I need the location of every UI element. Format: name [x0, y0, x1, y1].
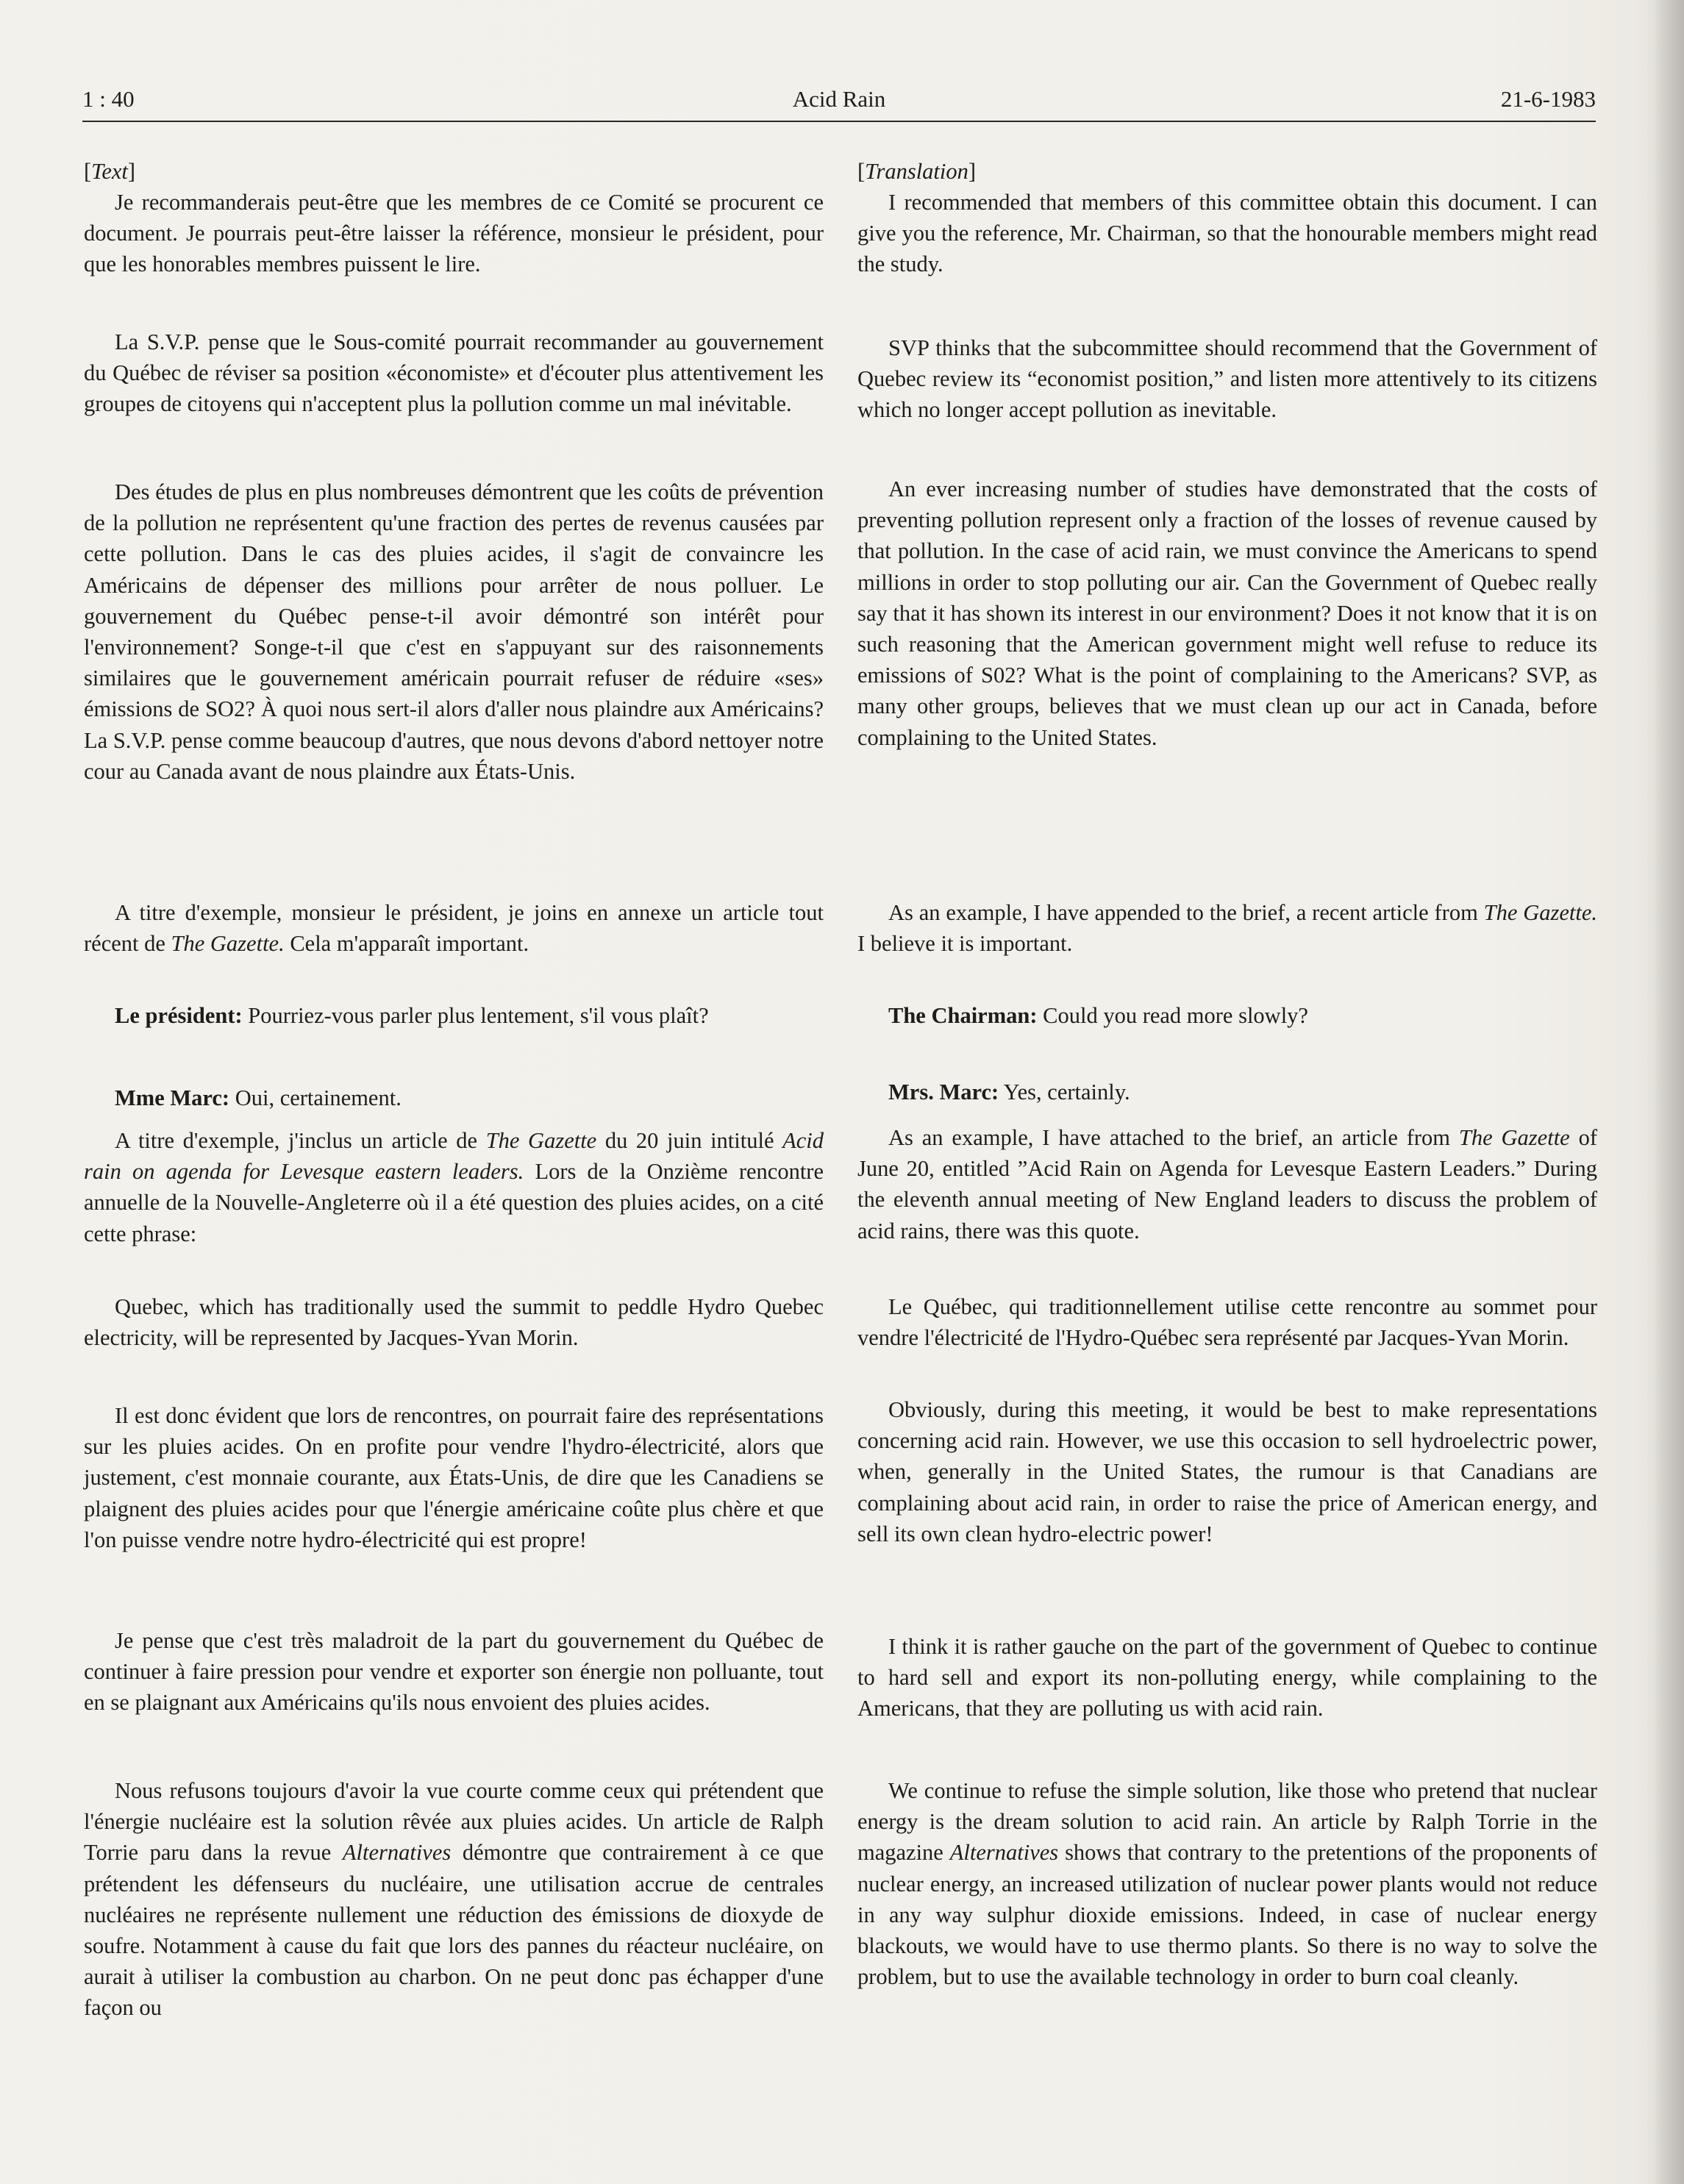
quote-text: Le Québec, qui traditionnellement utilise cette rencontre au sommet pour vendre l'électricité de l'Hydro-Québec sera représenté par Jacques-Yvan Morin.	[857, 1294, 1597, 1351]
quote-block	[857, 1291, 1597, 1353]
text-tag: Text	[91, 159, 128, 184]
italic-title: Acid rain on agenda for Levesque eastern leaders.	[84, 1128, 824, 1185]
paragraph-torrie	[84, 1775, 824, 2024]
paragraph-text: I recommended that members of this committee obtain this document. I can give you the reference, Mr. Chairman, so that the honourable members might read the study.	[857, 190, 1597, 277]
text-run: du 20 juin intitulé	[596, 1128, 783, 1153]
text-run: A titre d'exemple, j'inclus un article de	[115, 1128, 486, 1153]
text-tag-block: [Text]	[84, 159, 136, 184]
chairman-line	[857, 1000, 1597, 1031]
quote-text: Quebec, which has traditionally used the summit to peddle Hydro Quebec electricity, will be represented by Jacques-Yvan Morin.	[84, 1294, 824, 1351]
marc-line	[857, 1077, 1597, 1107]
chairman-line	[84, 1000, 824, 1031]
paragraph-4	[857, 1394, 1597, 1549]
paragraph-5	[857, 1631, 1597, 1724]
speaker-text: Oui, certainement.	[229, 1085, 402, 1110]
paragraph-example	[857, 1122, 1597, 1246]
header-date: 21-6-1983	[1500, 86, 1596, 112]
paragraph-1	[857, 187, 1597, 280]
header-rule	[82, 121, 1596, 122]
paragraph-2	[84, 326, 824, 420]
paragraph-text: La S.V.P. pense que le Sous-comité pourrait recommander au gouvernement du Québec de réviser sa position «économiste» et d'écouter plus attentivement les groupes de citoyens qui n'acceptent plus la pollution comme un mal inévitable.	[84, 329, 824, 417]
paragraph-text: SVP thinks that the subcommittee should recommend that the Government of Quebec review its “economist position,” and listen more attentively to its citizens which no longer accept pollution as inevitable.	[857, 335, 1597, 423]
speaker-text: Could you read more slowly?	[1037, 1003, 1308, 1028]
italic-title: Alternatives	[342, 1840, 452, 1866]
text-run: Nous refusons toujours d'avoir la vue courte comme ceux qui prétendent que l'énergie nucléaire est la solution rêvée aux pluies acides. Un article de Ralph Torrie paru dans la revue	[84, 1778, 824, 1866]
paragraph-text: An ever increasing number of studies have demonstrated that the costs of preventing pollution represent only a fraction of the losses of revenue caused by that pollution. In the case of acid rain, we must convince the Americans to spend millions in order to stop polluting our air. Can the Government of Quebec really say that it has shown its interest in our environment? Does it not know that it is on such reasoning that the American government might well refuse to reduce its emissions of S02? What is the point of complaining to the Americans? SVP, as many other groups, believes that we must clean up our act in Canada, before complaining to the United States.	[857, 477, 1597, 750]
paragraph-text: Il est donc évident que lors de rencontres, on pourrait faire des représentations sur les pluies acides. On en profite pour vendre l'hydro-électricité, alors que justement, c'est monnaie courante, aux États-Unis, de dire que les Canadiens se plaignent des pluies acides pour que l'énergie américaine coûte plus chère et que l'on puisse vendre notre hydro-électricité qui est propre!	[84, 1403, 824, 1552]
paragraph-3	[84, 477, 824, 787]
speaker-name: Mme Marc:	[115, 1085, 230, 1110]
paragraph-text: Je recommanderais peut-être que les membres de ce Comité se procurent ce document. Je pourrais peut-être laisser la référence, monsieur le président, pour que les honorables membres puissent le lire.	[84, 190, 824, 277]
speaker-name: Mrs. Marc:	[888, 1079, 999, 1105]
italic-title: The Gazette	[1458, 1125, 1570, 1150]
speaker-text: Yes, certainly.	[999, 1079, 1130, 1105]
paragraph-5	[84, 1625, 824, 1719]
text-run: I believe it is important.	[857, 931, 1073, 957]
paragraph-2	[857, 332, 1597, 426]
paragraph-4	[84, 1400, 824, 1555]
translation-tag: Translation	[865, 159, 968, 184]
paragraph-gazette	[84, 897, 824, 959]
header-page-number: 1 : 40	[82, 86, 135, 112]
speaker-name: The Chairman:	[888, 1003, 1038, 1028]
text-run: of June 20, entitled ”Acid Rain on Agenda for Levesque Eastern Leaders.” During the eleventh annual meeting of New England leaders to discuss the problem of acid rains, there was this quote.	[857, 1125, 1597, 1243]
italic-title: The Gazette.	[1483, 900, 1598, 925]
italic-title: The Gazette.	[171, 931, 285, 957]
header-title: Acid Rain	[792, 86, 886, 112]
italic-title: Alternatives	[949, 1840, 1059, 1866]
text-run: démontre que contrairement à ce que prétendent les défenseurs du nucléaire, une utilisation accrue de centrales nucléaires ne représente nullement une réduction des émissions de dioxyde de soufre. Notamment à cause du fait que lors des pannes du réacteur nucléaire, on aurait à utiliser la combustion au charbon. On ne peut donc pas échapper d'une façon ou	[84, 1840, 824, 2021]
text-run: As an example, I have attached to the brief, an article from	[888, 1125, 1459, 1150]
speaker-text: Pourriez-vous parler plus lentement, s'il vous plaît?	[242, 1003, 709, 1028]
speaker-name: Le président:	[115, 1003, 243, 1028]
paragraph-text: Obviously, during this meeting, it would be best to make representations concerning acid rain. However, we use this occasion to sell hydroelectric power, when, generally in the United States, the rumour is that Canadians are complaining about acid rain, in order to raise the price of American energy, and sell its own clean hydro-electric power!	[857, 1397, 1597, 1546]
paragraph-gazette	[857, 897, 1597, 959]
paragraph-text: Des études de plus en plus nombreuses démontrent que les coûts de prévention de la pollution ne représentent qu'une fraction des pertes de revenus causées par cette pollution. Dans le cas des pluies acides, il s'agit de convaincre les Américains de dépenser des millions pour arrêter de nous polluer. Le gouvernement du Québec pense-t-il avoir démontré son intérêt pour l'environnement? Songe-t-il que c'est en s'appuyant sur des raisonnements similaires que le gouvernement américain pourrait refuser de réduire «ses» émissions de SO2? À quoi nous sert-il alors d'aller nous plaindre aux Américains? La S.V.P. pense comme beaucoup d'autres, que nous devons d'abord nettoyer notre cour au Canada avant de nous plaindre aux États-Unis.	[84, 479, 824, 784]
paragraph-text: I think it is rather gauche on the part of the government of Quebec to continue to hard sell and export its non-polluting energy, while complaining to the Americans, that they are polluting us with acid rain.	[857, 1634, 1597, 1721]
italic-title: The Gazette	[485, 1128, 597, 1153]
text-run: We continue to refuse the simple solution, like those who pretend that nuclear energy is the dream solution to acid rain. An article by Ralph Torrie in the magazine	[857, 1778, 1597, 1866]
text-run: Lors de la Onzième rencontre annuelle de la Nouvelle-Angleterre où il a été question des pluies acides, on a cité cette phrase:	[84, 1159, 824, 1246]
paragraph-text: Je pense que c'est très maladroit de la part du gouvernement du Québec de continuer à faire pression pour vendre et exporter son énergie non polluante, tout en se plaignant aux Américains qu'ils nous envoient des pluies acides.	[84, 1628, 824, 1716]
translation-tag-block: [Translation]	[857, 159, 977, 184]
page-header	[82, 79, 1596, 119]
text-run: A titre d'exemple, monsieur le président, je joins en annexe un article tout récent de	[84, 900, 824, 957]
paragraph-3	[857, 474, 1597, 753]
page-edge-shadow	[1653, 0, 1684, 2184]
paragraph-torrie	[857, 1775, 1597, 1992]
text-run: As an example, I have appended to the brief, a recent article from	[888, 900, 1484, 925]
paragraph-example	[84, 1125, 824, 1249]
paragraph-1	[84, 187, 824, 280]
quote-block	[84, 1291, 824, 1353]
marc-line	[84, 1082, 824, 1113]
text-run: Cela m'apparaît important.	[284, 931, 529, 957]
text-run: shows that contrary to the pretentions of the proponents of nuclear energy, an increased utilization of nuclear power plants would not reduce in any way sulphur dioxide emissions. Indeed, in case of nuclear energy blackouts, we would have to use thermo plants. So there is no way to solve the problem, but to use the available technology in order to burn coal cleanly.	[857, 1840, 1597, 1990]
